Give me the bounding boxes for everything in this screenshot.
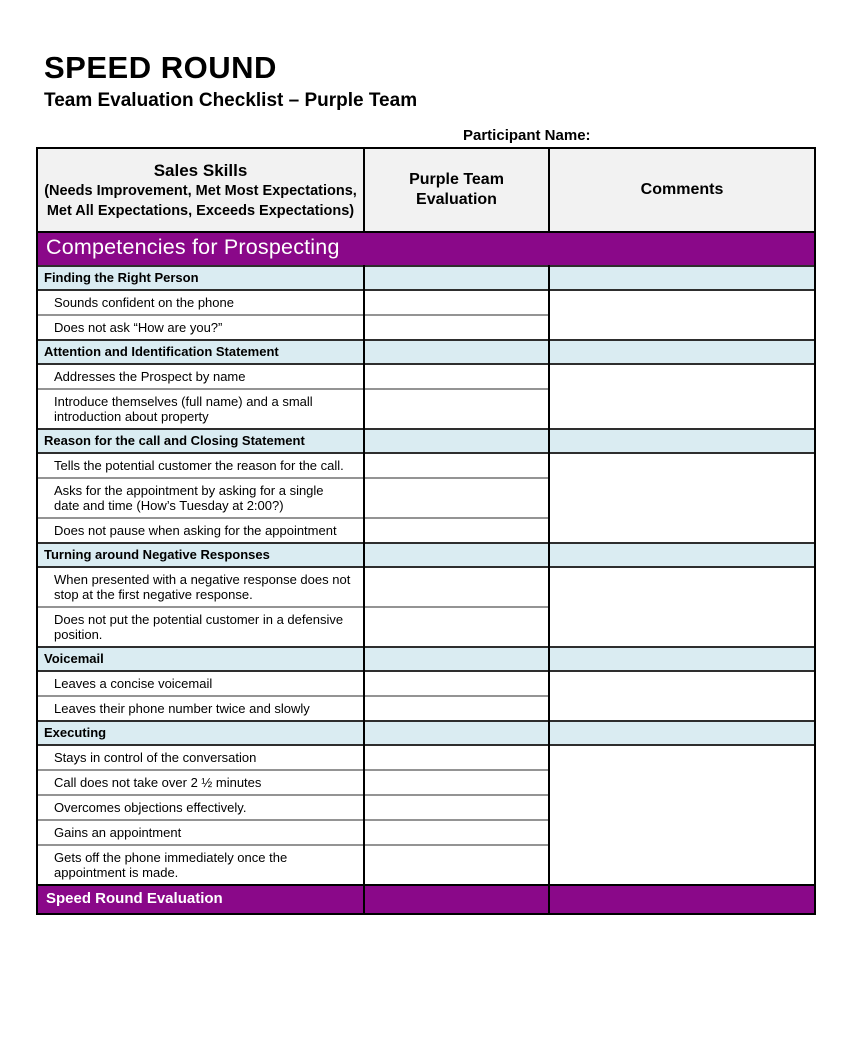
item-label: Leaves their phone number twice and slowly [37, 696, 364, 721]
section-comments-cell[interactable] [549, 266, 815, 290]
section-eval-cell[interactable] [364, 543, 549, 567]
section-row-attention-identification [37, 340, 815, 364]
item-label: Does not put the potential customer in a defensive position. [37, 607, 364, 647]
section-header-label: Executing [37, 721, 364, 745]
section-row-reason-closing [37, 429, 815, 453]
column-header-comments: Comments [549, 148, 815, 232]
section-header-label: Finding the Right Person [37, 266, 364, 290]
sales-skills-title: Sales Skills [153, 160, 248, 180]
evaluation-cell[interactable] [364, 478, 549, 518]
item-label: Stays in control of the conversation [37, 745, 364, 770]
evaluation-cell[interactable] [364, 845, 549, 885]
evaluation-cell[interactable] [364, 770, 549, 795]
speed-round-band-row [37, 885, 815, 914]
column-header-evaluation: Purple Team Evaluation [364, 148, 549, 232]
competencies-band-label: Competencies for Prospecting [37, 232, 815, 266]
competencies-band-row [37, 232, 815, 266]
checklist-row [37, 453, 815, 478]
item-label: Does not pause when asking for the appointment [37, 518, 364, 543]
item-label: Leaves a concise voicemail [37, 671, 364, 696]
item-label: Does not ask “How are you?” [37, 315, 364, 340]
evaluation-cell[interactable] [364, 567, 549, 607]
page-title: SPEED ROUND [44, 50, 277, 85]
checklist-row [37, 671, 815, 696]
evaluation-cell[interactable] [364, 795, 549, 820]
item-label: Sounds confident on the phone [37, 290, 364, 315]
page-subtitle: Team Evaluation Checklist – Purple Team [44, 90, 418, 111]
evaluation-cell[interactable] [364, 453, 549, 478]
evaluation-cell[interactable] [364, 696, 549, 721]
section-row-executing [37, 721, 815, 745]
document-page [0, 50, 850, 1059]
comments-cell[interactable] [549, 567, 815, 647]
item-label: Gets off the phone immediately once the appointment is made. [37, 845, 364, 885]
section-header-label: Attention and Identification Statement [37, 340, 364, 364]
evaluation-table [36, 147, 816, 915]
evaluation-cell[interactable] [364, 745, 549, 770]
evaluation-cell[interactable] [364, 820, 549, 845]
speed-round-comments-cell[interactable] [549, 885, 815, 914]
section-row-voicemail [37, 647, 815, 671]
section-row-finding-right-person [37, 266, 815, 290]
column-header-sales-skills [37, 148, 364, 232]
sales-skills-subtitle: (Needs Improvement, Met Most Expectations, Met All Expectations, Exceeds Expectations) [44, 182, 357, 219]
evaluation-cell[interactable] [364, 364, 549, 389]
table-header-row [37, 148, 815, 232]
comments-cell[interactable] [549, 453, 815, 543]
checklist-row [37, 290, 815, 315]
comments-cell[interactable] [549, 745, 815, 885]
evaluation-cell[interactable] [364, 607, 549, 647]
comments-cell[interactable] [549, 364, 815, 429]
item-label: Overcomes objections effectively. [37, 795, 364, 820]
section-comments-cell[interactable] [549, 543, 815, 567]
section-header-label: Reason for the call and Closing Statement [37, 429, 364, 453]
evaluation-cell[interactable] [364, 290, 549, 315]
section-comments-cell[interactable] [549, 647, 815, 671]
evaluation-cell[interactable] [364, 389, 549, 429]
section-eval-cell[interactable] [364, 647, 549, 671]
section-eval-cell[interactable] [364, 721, 549, 745]
section-eval-cell[interactable] [364, 340, 549, 364]
comments-cell[interactable] [549, 290, 815, 340]
speed-round-band-label: Speed Round Evaluation [37, 885, 364, 914]
item-label: Tells the potential customer the reason for the call. [37, 453, 364, 478]
checklist-row [37, 745, 815, 770]
checklist-row [37, 567, 815, 607]
checklist-row [37, 364, 815, 389]
section-eval-cell[interactable] [364, 266, 549, 290]
section-row-negative-responses [37, 543, 815, 567]
participant-name-label: Participant Name: [463, 127, 591, 144]
speed-round-eval-cell[interactable] [364, 885, 549, 914]
section-header-label: Turning around Negative Responses [37, 543, 364, 567]
section-comments-cell[interactable] [549, 340, 815, 364]
item-label: Asks for the appointment by asking for a single date and time (How’s Tuesday at 2:00?) [37, 478, 364, 518]
section-eval-cell[interactable] [364, 429, 549, 453]
item-label: When presented with a negative response does not stop at the first negative response. [37, 567, 364, 607]
item-label: Introduce themselves (full name) and a small introduction about property [37, 389, 364, 429]
evaluation-cell[interactable] [364, 518, 549, 543]
item-label: Gains an appointment [37, 820, 364, 845]
item-label: Addresses the Prospect by name [37, 364, 364, 389]
evaluation-cell[interactable] [364, 671, 549, 696]
evaluation-cell[interactable] [364, 315, 549, 340]
item-label: Call does not take over 2 ½ minutes [37, 770, 364, 795]
section-comments-cell[interactable] [549, 429, 815, 453]
section-comments-cell[interactable] [549, 721, 815, 745]
section-header-label: Voicemail [37, 647, 364, 671]
comments-cell[interactable] [549, 671, 815, 721]
